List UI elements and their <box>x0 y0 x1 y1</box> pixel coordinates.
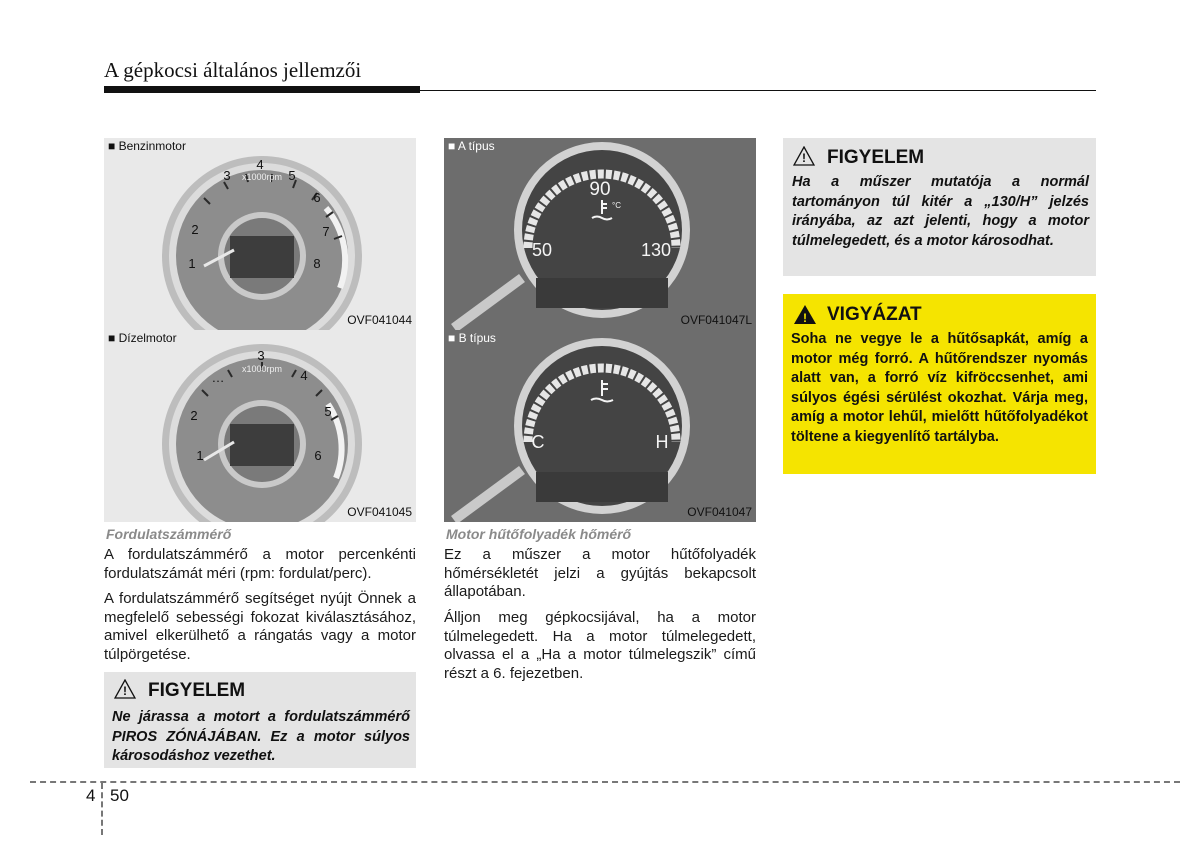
caution-text: Ne járassa a motort a fordulatszámmérő PIROS ZÓNÁJÁBAN. Ez a motor súlyos károsodáshoz vezethet. <box>112 709 410 764</box>
figure-petrol-code: OVF041044 <box>347 313 412 327</box>
coolant-gauge-illustration <box>444 330 756 522</box>
tachometer-paragraph-2: A fordulatszámmérő segítséget nyújt Önnek a megfelelő sebességi fokozat kiválasztásához, amivel elkerülhető a rángatás vagy a motor túlpörgetése. <box>104 590 416 663</box>
gauge-low-label: 50 <box>531 240 553 260</box>
svg-text:!: ! <box>803 311 807 325</box>
svg-text:3: 3 <box>223 168 231 183</box>
header-rule <box>420 90 1096 91</box>
svg-text:7: 7 <box>322 224 330 239</box>
caution-box-tachometer <box>104 672 416 768</box>
figure-coolant-type-b <box>444 330 756 522</box>
figure-diesel-tachometer <box>104 330 416 522</box>
svg-text:1: 1 <box>188 256 196 271</box>
footer-dashed-rule <box>30 781 1180 783</box>
footer-dashed-divider <box>101 783 103 835</box>
figure-type-b-label: ■ B típus <box>448 331 496 345</box>
figure-petrol-tachometer <box>104 138 416 330</box>
tach-unit: x1000rpm <box>241 172 283 182</box>
figure-petrol-label: ■ Benzinmotor <box>108 139 186 153</box>
svg-text:2: 2 <box>190 408 198 423</box>
svg-text:!: ! <box>123 684 127 698</box>
svg-text:4: 4 <box>256 157 264 172</box>
caution-title: FIGYELEM <box>827 147 925 168</box>
caution-triangle-icon <box>114 679 136 699</box>
figure-coolant-type-a <box>444 138 756 330</box>
caution-box-coolant <box>783 138 1096 276</box>
gauge-mid-label: 90 <box>589 179 611 200</box>
page-header-title: A gépkocsi általános jellemzői <box>104 58 362 82</box>
figure-type-a-code: OVF041047L <box>680 313 752 327</box>
header-bar <box>104 86 420 93</box>
svg-text:1: 1 <box>196 448 204 463</box>
figure-type-b-code: OVF041047 <box>687 505 752 519</box>
warning-text: Soha ne vegye le a hűtősapkát, amíg a motor még forró. A hűtőrendszer nyomás alatt van, a forró víz kifröccsenhet, ami súlyos égési sérülést okozhat. Várja meg, amíg a motor lehűl, mielőtt hűtőfolyadékot töltene a kiegyenlítő tartályba. <box>791 331 1088 445</box>
svg-text:3: 3 <box>257 348 265 363</box>
gauge-low-label: C <box>531 432 545 452</box>
coolant-paragraph-2: Álljon meg gépkocsijával, ha a motor túlmelegedett. Ha a motor túlmelegedett, olvassa el a „Ha a motor túlmelegszik” című részt a 6. fejezetben. <box>444 609 756 682</box>
svg-text:5: 5 <box>324 404 332 419</box>
tach-unit: x1000rpm <box>241 364 283 374</box>
svg-text:2: 2 <box>191 222 199 237</box>
svg-text:…: … <box>211 370 225 385</box>
tachometer-illustration <box>104 138 416 330</box>
warning-triangle-icon <box>793 304 817 325</box>
coolant-paragraph-1: Ez a műszer a motor hűtőfolyadék hőmérsékletét jelzi a gyújtás bekapcsolt állapotában. <box>444 546 756 600</box>
warning-title: VIGYÁZAT <box>827 304 922 325</box>
svg-text:5: 5 <box>288 168 296 183</box>
caution-triangle-icon <box>793 146 815 166</box>
figure-diesel-label: ■ Dízelmotor <box>108 331 177 345</box>
figure-type-a-label: ■ A típus <box>448 139 495 153</box>
coolant-gauge-illustration <box>444 138 756 330</box>
svg-text:!: ! <box>802 151 806 165</box>
caution-text: Ha a műszer mutatója a normál tartományon túl kitér a „130/H” jelzés irányába, az azt jelenti, hogy a motor túlmelegedett, és a motor károsodhat. <box>792 174 1089 249</box>
svg-text:6: 6 <box>314 448 322 463</box>
gauge-high-label: 130 <box>640 240 672 260</box>
gauge-high-label: H <box>655 432 669 452</box>
svg-text:6: 6 <box>313 190 321 205</box>
caution-title: FIGYELEM <box>148 680 246 701</box>
gauge-unit: °C <box>612 201 621 210</box>
tachometer-illustration <box>104 330 416 522</box>
tachometer-paragraph-1: A fordulatszámmérő a motor percenkénti fordulatszámát méri (rpm: fordulat/perc). <box>104 546 416 582</box>
footer-chapter-number: 4 <box>86 786 96 805</box>
svg-text:4: 4 <box>300 368 308 383</box>
svg-text:8: 8 <box>313 256 321 271</box>
warning-box-radiator-cap <box>783 294 1096 474</box>
figure-diesel-code: OVF041045 <box>347 505 412 519</box>
footer-page-number: 50 <box>110 786 129 805</box>
coolant-heading: Motor hűtőfolyadék hőmérő <box>446 526 632 542</box>
tachometer-heading: Fordulatszámmérő <box>106 526 232 542</box>
